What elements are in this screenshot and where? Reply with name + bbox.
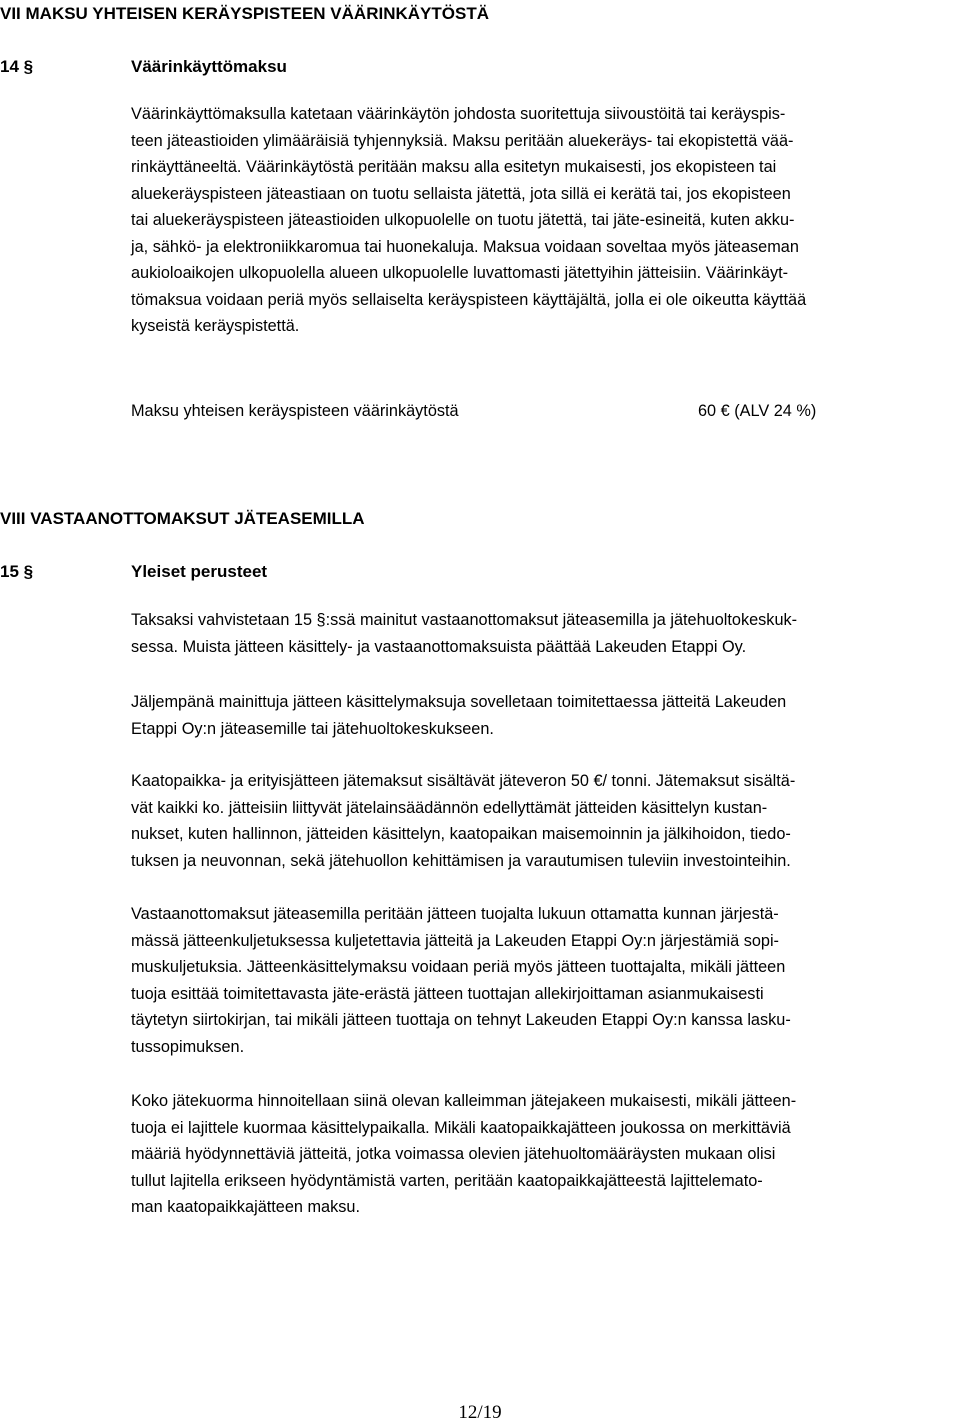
section-title: Yleiset perusteet (131, 562, 268, 581)
text-line: tai aluekeräyspisteen jäteastioiden ulkopuolelle on tuotu jätettä, tai jäte-esineitä, kuten akku- (131, 211, 795, 229)
text-line: ja, sähkö- ja elektroniikkaromua tai huonekaluja. Maksua voidaan soveltaa myös jäteaseman (131, 237, 799, 256)
text-line: Taksaksi vahvistetaan 15 §:ssä mainitut vastaanottomaksut jäteasemilla ja jätehuoltokeskuk- (131, 611, 798, 629)
text-line: man kaatopaikkajätteen maksu. (131, 1198, 360, 1216)
paragraph-tariff (131, 607, 957, 660)
text-line: Jäljempänä mainittuja jätteen käsittelymaksuja sovelletaan toimitettaessa jätteitä Lakeuden (131, 693, 787, 711)
section-number: 15 § (0, 562, 34, 581)
text-line: nukset, kuten hallinnon, jätteiden käsittelyn, kaatopaikan maisemoinnin ja jälkihoidon, tiedo- (131, 825, 791, 843)
text-line: tuoja ei lajittele kuormaa käsittelypaikalla. Mikäli kaatopaikkajätteen joukossa on merkittäviä (131, 1118, 791, 1137)
text-line: teen jäteastioiden ylimääräisiä tyhjennyksiä. Maksu peritään aluekeräys- tai ekopistettä vää- (131, 131, 794, 150)
text-line: Koko jätekuorma hinnoitellaan siinä olevan kalleimman jätejakeen mukaisesti, mikäli jätteen- (131, 1092, 797, 1110)
text-line: tussopimuksen. (131, 1037, 245, 1056)
section-title: Väärinkäyttömaksu (131, 57, 287, 76)
paragraph-processing-fees (131, 689, 957, 742)
section-number: 14 § (0, 57, 34, 76)
text-line: rinkäyttäneeltä. Väärinkäytöstä peritään maksu alla esitetyn mukaisesti, jos ekopisteen tai (131, 158, 777, 176)
text-line: aluekeräyspisteen jäteastiaan on tuotu sellaista jätettä, jota sillä ei kerätä tai, jos ekopisteen (131, 184, 791, 203)
text-line: Kaatopaikka- ja erityisjätteen jätemaksut sisältävät jäteveron 50 €/ tonni. Jätemaksut sisältä- (131, 772, 796, 790)
paragraph-reception-fees (131, 901, 957, 1060)
page-number: 12/19 (458, 1402, 502, 1423)
text-line: aukioloaikojen ulkopuolella alueen ulkopuolelle luvattomasti jätettyihin jätteisiin. Väärinkäyt- (131, 264, 789, 282)
fee-label: Maksu yhteisen keräyspisteen väärinkäytöstä (131, 402, 459, 420)
text-line: kyseistä keräyspistettä. (131, 317, 300, 335)
text-line: tömaksua voidaan periä myös sellaiselta keräyspisteen käyttäjältä, jolla ei ole oikeutta käyttää (131, 290, 807, 309)
text-line: Vastaanottomaksut jäteasemilla peritään jätteen tuojalta lukuun ottamatta kunnan järjestä- (131, 905, 779, 923)
text-line: tullut lajitella erikseen hyödyntämistä varten, peritään kaatopaikkajätteestä lajittelemato- (131, 1171, 763, 1190)
text-line: tuoja esittää toimitettavasta jäte-erästä jätteen tuottajan allekirjoittaman asianmukaisesti (131, 984, 764, 1003)
fee-value: 60 € (ALV 24 %) (698, 402, 817, 420)
section-viii-heading: VIII VASTAANOTTOMAKSUT JÄTEASEMILLA (0, 509, 365, 528)
section-vii-heading: VII MAKSU YHTEISEN KERÄYSPISTEEN VÄÄRINKÄYTÖSTÄ (0, 4, 489, 23)
text-line: vät kaikki ko. jätteisiin liittyvät jätelainsäädännön edellyttämät jätteiden käsittelyn kustan- (131, 798, 768, 817)
text-line: sessa. Muista jätteen käsittely- ja vastaanottomaksuista päättää Lakeuden Etappi Oy. (131, 637, 747, 656)
text-line: muskuljetuksia. Jätteenkäsittelymaksu voidaan periä myös jätteen tuottajalta, mikäli jätteen (131, 958, 786, 976)
text-line: tuksen ja neuvonnan, sekä jätehuollon kehittämisen ja varautumisen tuleviin investointeihin. (131, 851, 791, 870)
paragraph-load-pricing (131, 1088, 957, 1221)
misuse-fee-paragraph (131, 101, 957, 340)
text-line: mässä jätteenkuljetuksessa kuljetettavia jätteitä ja Lakeuden Etappi Oy:n järjestämiä sopi- (131, 931, 779, 950)
text-line: määriä hyödynnettäviä jätteitä, jotka voimassa olevien jätehuoltomääräysten mukaan olisi (131, 1145, 776, 1163)
paragraph-waste-tax (131, 768, 957, 874)
text-line: täytetyn siirtokirjan, tai mikäli jätteen tuottaja on tehnyt Lakeuden Etappi Oy:n kanssa lasku- (131, 1011, 791, 1029)
text-line: Väärinkäyttömaksulla katetaan väärinkäytön johdosta suoritettuja siivoustöitä tai keräyspis- (131, 105, 786, 123)
text-line: Etappi Oy:n jäteasemille tai jätehuoltokeskukseen. (131, 719, 494, 738)
